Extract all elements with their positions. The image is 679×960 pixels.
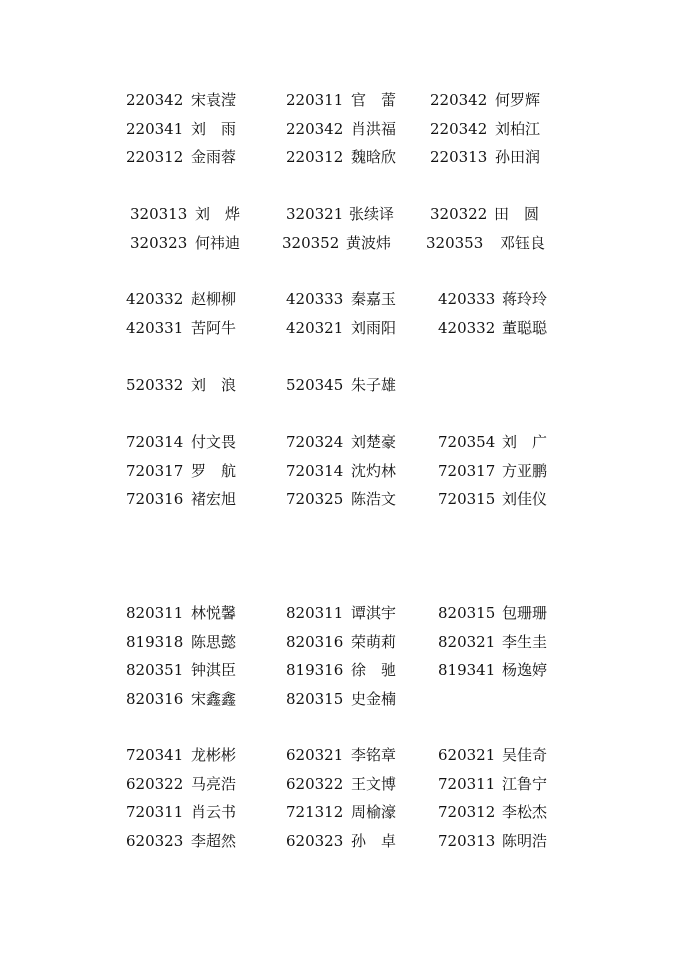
student-name: 刘 雨 — [191, 119, 237, 138]
student-name: 朱子雄 — [351, 376, 397, 394]
student-id: 220341 — [126, 119, 184, 138]
student-id: 220311 — [286, 91, 344, 109]
roster-row — [0, 658, 679, 682]
student-name: 刘佳仪 — [502, 490, 548, 508]
student-id: 420321 — [286, 318, 344, 337]
roster-row — [0, 601, 679, 625]
student-id: 320323 — [130, 233, 188, 252]
student-name: 刘柏江 — [495, 119, 541, 138]
student-name: 钟淇臣 — [191, 661, 237, 679]
student-id: 819341 — [438, 661, 496, 679]
student-id: 720317 — [438, 461, 496, 480]
student-name: 徐 驰 — [351, 661, 397, 679]
student-id: 820315 — [286, 689, 344, 708]
student-id: 720314 — [286, 461, 344, 480]
roster-row — [0, 316, 679, 340]
student-name: 林悦馨 — [191, 604, 237, 622]
roster-row — [0, 800, 679, 824]
student-id: 720324 — [286, 433, 344, 451]
student-name: 谭淇宇 — [351, 604, 397, 622]
student-id: 620323 — [286, 831, 344, 850]
student-id: 720311 — [126, 803, 184, 821]
student-name: 李松杰 — [502, 803, 548, 821]
student-name: 刘 烨 — [195, 205, 241, 223]
student-name: 陈思懿 — [191, 632, 237, 651]
student-id: 820315 — [438, 604, 496, 622]
student-id: 820316 — [126, 689, 184, 708]
student-id: 220312 — [126, 148, 184, 166]
student-name: 苦阿牛 — [191, 318, 237, 337]
roster-row — [0, 459, 679, 483]
student-id: 220312 — [286, 148, 344, 166]
student-id: 720314 — [126, 433, 184, 451]
student-name: 吴佳奇 — [502, 746, 548, 764]
student-name: 何罗辉 — [495, 91, 541, 109]
student-name: 赵柳柳 — [191, 290, 237, 308]
roster-row — [0, 231, 679, 255]
student-name: 宋鑫鑫 — [191, 689, 237, 708]
student-id: 620321 — [438, 746, 496, 764]
student-id: 520345 — [286, 376, 344, 394]
student-name: 董聪聪 — [502, 318, 548, 337]
student-id: 820321 — [438, 632, 496, 651]
student-id: 720311 — [438, 774, 496, 793]
student-name: 魏晗欣 — [351, 148, 397, 166]
student-id: 720341 — [126, 746, 184, 764]
roster-row — [0, 117, 679, 141]
student-name: 周榆濠 — [351, 803, 397, 821]
student-name: 金雨蓉 — [191, 148, 237, 166]
roster-row — [0, 630, 679, 654]
roster-row — [0, 829, 679, 853]
student-name: 李超然 — [191, 831, 237, 850]
student-id: 620322 — [286, 774, 344, 793]
student-id: 720354 — [438, 433, 496, 451]
student-id: 720312 — [438, 803, 496, 821]
student-name: 刘楚豪 — [351, 433, 397, 451]
student-name: 刘 浪 — [191, 376, 237, 394]
roster-row — [0, 430, 679, 454]
student-name: 李铭章 — [351, 746, 397, 764]
student-id: 220313 — [430, 148, 488, 166]
student-id: 820316 — [286, 632, 344, 651]
student-name: 何祎迪 — [195, 233, 241, 252]
student-id: 720325 — [286, 490, 344, 508]
roster-row — [0, 145, 679, 169]
student-name: 张续译 — [349, 205, 395, 223]
student-id: 520332 — [126, 376, 184, 394]
student-name: 孙 卓 — [351, 831, 397, 850]
roster-row — [0, 287, 679, 311]
student-id: 720313 — [438, 831, 496, 850]
student-id: 819318 — [126, 632, 184, 651]
student-id: 420332 — [126, 290, 184, 308]
student-name: 肖洪福 — [351, 119, 397, 138]
student-name: 荣萌莉 — [351, 632, 397, 651]
student-id: 620321 — [286, 746, 344, 764]
student-name: 付文畏 — [191, 433, 237, 451]
roster-row — [0, 743, 679, 767]
student-id: 820311 — [126, 604, 184, 622]
student-name: 沈灼林 — [351, 461, 397, 480]
student-name: 李生圭 — [502, 632, 548, 651]
student-name: 邓钰良 — [500, 233, 546, 252]
student-id: 220342 — [126, 91, 184, 109]
student-name: 刘雨阳 — [351, 318, 397, 337]
student-name: 肖云书 — [191, 803, 237, 821]
student-name: 包珊珊 — [502, 604, 548, 622]
roster-row — [0, 202, 679, 226]
student-name: 方亚鹏 — [502, 461, 548, 480]
student-name: 王文博 — [351, 774, 397, 793]
student-id: 820311 — [286, 604, 344, 622]
student-id: 220342 — [286, 119, 344, 138]
roster-row — [0, 687, 679, 711]
student-id: 320322 — [430, 205, 488, 223]
roster-row — [0, 487, 679, 511]
student-name: 刘 广 — [502, 433, 548, 451]
student-name: 宋袁滢 — [191, 91, 237, 109]
student-id: 320353 — [426, 233, 484, 252]
student-name: 罗 航 — [191, 461, 237, 480]
student-name: 陈明浩 — [502, 831, 548, 850]
student-name: 褚宏旭 — [191, 490, 237, 508]
student-id: 220342 — [430, 91, 488, 109]
student-id: 320352 — [282, 233, 340, 252]
student-name: 官 蕾 — [351, 91, 397, 109]
roster-row — [0, 772, 679, 796]
student-name: 江鲁宁 — [502, 774, 548, 793]
student-id: 420333 — [286, 290, 344, 308]
student-id: 820351 — [126, 661, 184, 679]
student-name: 田 圆 — [494, 205, 540, 223]
student-id: 320321 — [286, 205, 344, 223]
roster-row — [0, 88, 679, 112]
student-name: 蒋玲玲 — [502, 290, 548, 308]
student-id: 720315 — [438, 490, 496, 508]
student-name: 秦嘉玉 — [351, 290, 397, 308]
student-id: 420333 — [438, 290, 496, 308]
student-name: 孙田润 — [495, 148, 541, 166]
student-id: 420331 — [126, 318, 184, 337]
roster-row — [0, 373, 679, 397]
student-id: 420332 — [438, 318, 496, 337]
student-id: 721312 — [286, 803, 344, 821]
student-id: 720317 — [126, 461, 184, 480]
student-name: 马亮浩 — [191, 774, 237, 793]
student-id: 720316 — [126, 490, 184, 508]
student-id: 819316 — [286, 661, 344, 679]
student-id: 220342 — [430, 119, 488, 138]
student-name: 龙彬彬 — [191, 746, 237, 764]
student-id: 320313 — [130, 205, 188, 223]
student-id: 620322 — [126, 774, 184, 793]
student-id: 620323 — [126, 831, 184, 850]
student-name: 杨逸婷 — [502, 661, 548, 679]
student-name: 黄波炜 — [346, 233, 392, 252]
student-name: 史金楠 — [351, 689, 397, 708]
student-name: 陈浩文 — [351, 490, 397, 508]
